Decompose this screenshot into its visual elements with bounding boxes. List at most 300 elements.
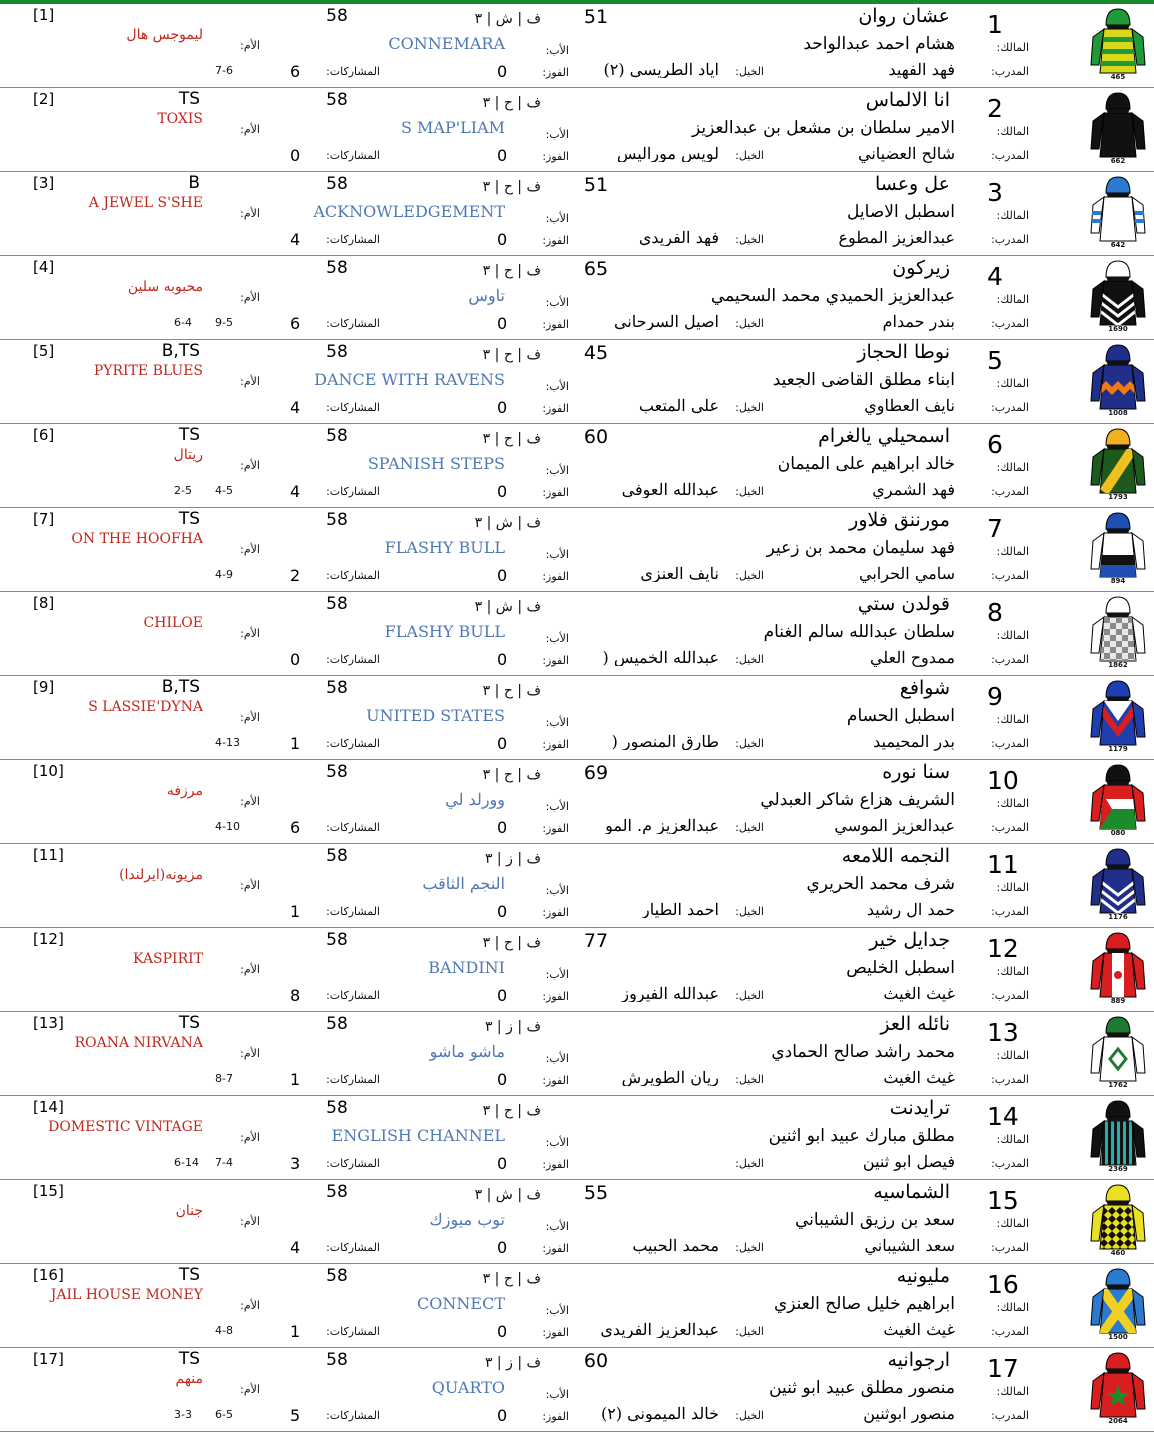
starts-count: 1 [290, 1322, 301, 1341]
recent-form-2: 6-4 [174, 316, 192, 329]
owner-label: المالك: [996, 125, 1029, 138]
equipment: TS [178, 1349, 200, 1369]
owner-label: المالك: [996, 629, 1029, 642]
sire-label: الأب: [545, 884, 569, 897]
trainer-name: شالح العضياني [858, 144, 955, 163]
wins-count: 0 [497, 482, 508, 501]
sire-label: الأب: [545, 464, 569, 477]
rating: 60 [583, 426, 609, 448]
wins-count: 0 [497, 734, 508, 753]
wins-label: الفوز: [542, 1074, 569, 1087]
starts-count: 5 [290, 1406, 301, 1425]
recent-form-1: 8-7 [215, 1072, 233, 1085]
starts-label: المشاركات: [326, 1409, 380, 1422]
weight: 58 [326, 930, 348, 950]
wins-count: 0 [497, 146, 508, 165]
jockey-silks-icon [1088, 763, 1148, 837]
owner-name: اسطبل الخليص [846, 958, 955, 978]
weight: 58 [326, 1350, 348, 1370]
horse-row-5 [0, 340, 1154, 424]
wins-label: الفوز: [542, 738, 569, 751]
horse-description: ف | ح | ٣ [482, 431, 541, 447]
silk-number: 460 [1110, 1249, 1126, 1257]
jockey-name: نايف العنزي [640, 566, 719, 582]
sire-name: CONNEMARA [388, 34, 505, 53]
weight: 58 [326, 1014, 348, 1034]
owner-label: المالك: [996, 41, 1029, 54]
horse-row-10 [0, 760, 1154, 844]
saddle-number: 2 [987, 94, 1003, 123]
rating: 51 [583, 174, 609, 196]
owner-label: المالك: [996, 293, 1029, 306]
jockey-label: الخيل: [735, 1409, 764, 1422]
trainer-name: منصور ابوثنين [863, 1404, 955, 1423]
sire-name: BANDINI [428, 958, 505, 977]
horse-row-3 [0, 172, 1154, 256]
horse-description: ف | ز | ٣ [484, 1019, 541, 1035]
silk-number: 1500 [1108, 1333, 1128, 1341]
horse-row-1 [0, 4, 1154, 88]
saddle-number: 10 [987, 766, 1019, 795]
equipment: TS [178, 509, 200, 529]
jockey-name: فهد الفريدي [638, 230, 719, 246]
dam-name: مزيونه(ايرلندا) [119, 867, 203, 883]
wins-label: الفوز: [542, 150, 569, 163]
jockey-name: عبدالله الخميس ( [602, 650, 719, 666]
sire-label: الأب: [545, 128, 569, 141]
bracket-number: [8] [33, 594, 55, 612]
dam-label: الأم: [240, 375, 260, 388]
horse-description: ف | ز | ٣ [484, 851, 541, 867]
starts-label: المشاركات: [326, 401, 380, 414]
owner-name: هشام احمد عبدالواحد [803, 34, 955, 54]
trainer-label: المدرب: [991, 1325, 1029, 1338]
trainer-label: المدرب: [991, 1409, 1029, 1422]
saddle-number: 4 [987, 262, 1003, 291]
trainer-name: سامي الحرابي [859, 564, 955, 583]
silk-number: 1762 [1108, 1081, 1128, 1089]
wins-label: الفوز: [542, 990, 569, 1003]
horse-row-15 [0, 1180, 1154, 1264]
saddle-number: 16 [987, 1270, 1019, 1299]
equipment: TS [178, 89, 200, 109]
weight: 58 [326, 342, 348, 362]
sire-name: ACKNOWLEDGEMENT [313, 202, 505, 221]
horse-name: النجمه اللامعه [841, 845, 950, 867]
dam-label: الأم: [240, 963, 260, 976]
jockey-silks-icon [1088, 1267, 1148, 1341]
silk-number: 2369 [1108, 1165, 1128, 1173]
horse-name: اسمحيلي يالغرام [818, 425, 950, 447]
starts-count: 4 [290, 398, 301, 417]
horse-description: ف | ح | ٣ [482, 1271, 541, 1287]
owner-label: المالك: [996, 1133, 1029, 1146]
wins-count: 0 [497, 314, 508, 333]
equipment: TS [178, 1265, 200, 1285]
trainer-name: عبدالعزيز المطوع [838, 228, 955, 247]
bracket-number: [4] [33, 258, 55, 276]
sire-name: توب ميوزك [429, 1210, 505, 1229]
trainer-name: حمد ال رشيد [866, 900, 955, 919]
horse-row-7 [0, 508, 1154, 592]
wins-count: 0 [497, 818, 508, 837]
horse-row-6 [0, 424, 1154, 508]
jockey-label: الخيل: [735, 233, 764, 246]
jockey-label: الخيل: [735, 149, 764, 162]
wins-label: الفوز: [542, 486, 569, 499]
wins-label: الفوز: [542, 1326, 569, 1339]
starts-count: 0 [290, 650, 301, 669]
jockey-silks-icon [1088, 7, 1148, 81]
jockey-silks-icon [1088, 847, 1148, 921]
horse-name: عل وعسا [874, 173, 950, 195]
starts-label: المشاركات: [326, 149, 380, 162]
horse-description: ف | ح | ٣ [482, 935, 541, 951]
horse-name: شوافع [899, 677, 950, 699]
dam-label: الأم: [240, 711, 260, 724]
weight: 58 [326, 846, 348, 866]
jockey-silks-icon [1088, 343, 1148, 417]
sire-label: الأب: [545, 296, 569, 309]
horse-name: سنا نوره [882, 761, 950, 783]
wins-label: الفوز: [542, 822, 569, 835]
dam-label: الأم: [240, 459, 260, 472]
trainer-name: فهد الفهيد [888, 60, 955, 79]
dam-name: جنان [175, 1203, 203, 1219]
horse-name: ارجوانيه [887, 1349, 950, 1371]
saddle-number: 14 [987, 1102, 1019, 1131]
owner-name: الامير سلطان بن مشعل بن عبدالعزيز [691, 118, 955, 138]
sire-name: CONNECT [417, 1294, 505, 1313]
trainer-label: المدرب: [991, 233, 1029, 246]
starts-count: 4 [290, 230, 301, 249]
horse-row-13 [0, 1012, 1154, 1096]
rating: 77 [583, 930, 609, 952]
trainer-name: سعد الشيباني [864, 1236, 955, 1255]
wins-label: الفوز: [542, 1242, 569, 1255]
recent-form-1: 4-10 [215, 820, 240, 833]
silk-number: 894 [1110, 577, 1126, 585]
dam-name: ON THE HOOFHA [71, 531, 203, 547]
owner-label: المالك: [996, 1385, 1029, 1398]
owner-name: سلطان عبدالله سالم الغنام [763, 622, 955, 642]
sire-label: الأب: [545, 212, 569, 225]
starts-count: 4 [290, 1238, 301, 1257]
trainer-label: المدرب: [991, 149, 1029, 162]
horse-row-11 [0, 844, 1154, 928]
weight: 58 [326, 6, 348, 26]
silk-number: 1793 [1108, 493, 1128, 501]
jockey-label: الخيل: [735, 905, 764, 918]
jockey-label: الخيل: [735, 1157, 764, 1170]
saddle-number: 6 [987, 430, 1003, 459]
owner-label: المالك: [996, 713, 1029, 726]
wins-count: 0 [497, 650, 508, 669]
trainer-label: المدرب: [991, 653, 1029, 666]
wins-count: 0 [497, 398, 508, 417]
owner-name: محمد راشد صالح الحمادي [771, 1042, 955, 1062]
starts-label: المشاركات: [326, 1325, 380, 1338]
weight: 58 [326, 594, 348, 614]
horse-row-4 [0, 256, 1154, 340]
recent-form-1: 7-6 [215, 64, 233, 77]
weight: 58 [326, 1098, 348, 1118]
starts-count: 6 [290, 818, 301, 837]
starts-label: المشاركات: [326, 653, 380, 666]
sire-name: SPANISH STEPS [367, 454, 505, 473]
jockey-name: احمد الطيار [642, 902, 719, 918]
sire-label: الأب: [545, 1304, 569, 1317]
sire-label: الأب: [545, 716, 569, 729]
bracket-number: [13] [33, 1014, 64, 1032]
sire-label: الأب: [545, 44, 569, 57]
starts-label: المشاركات: [326, 569, 380, 582]
trainer-label: المدرب: [991, 317, 1029, 330]
silk-number: 1690 [1108, 325, 1128, 333]
owner-name: عبدالعزيز الحميدي محمد السحيمي [710, 286, 955, 306]
starts-label: المشاركات: [326, 905, 380, 918]
starts-count: 8 [290, 986, 301, 1005]
silk-number: 1179 [1108, 745, 1128, 753]
silk-number: 889 [1110, 997, 1126, 1005]
bracket-number: [17] [33, 1350, 64, 1368]
owner-name: سعد بن رزيق الشيباني [795, 1210, 955, 1230]
trainer-name: فيصل ابو ثنين [862, 1152, 955, 1171]
saddle-number: 17 [987, 1354, 1019, 1383]
horse-description: ف | ش | ٣ [474, 599, 541, 615]
jockey-name: عبدالعزيز الفريدي [600, 1322, 719, 1338]
dam-name: A JEWEL S'SHE [88, 195, 203, 211]
starts-count: 6 [290, 62, 301, 81]
wins-count: 0 [497, 1322, 508, 1341]
wins-label: الفوز: [542, 402, 569, 415]
sire-name: تاوس [468, 286, 505, 305]
wins-label: الفوز: [542, 234, 569, 247]
sire-name: ماشو ماشو [429, 1042, 505, 1061]
trainer-label: المدرب: [991, 1157, 1029, 1170]
saddle-number: 3 [987, 178, 1003, 207]
silk-number: 642 [1110, 241, 1126, 249]
bracket-number: [16] [33, 1266, 64, 1284]
dam-name: DOMESTIC VINTAGE [48, 1119, 203, 1135]
owner-name: ابناء مطلق القاضى الجعيد [772, 370, 955, 390]
recent-form-1: 4-8 [215, 1324, 233, 1337]
jockey-name: لويس موراليس [616, 146, 719, 162]
starts-label: المشاركات: [326, 65, 380, 78]
horse-name: انا الالماس [865, 89, 950, 111]
dam-label: الأم: [240, 291, 260, 304]
sire-label: الأب: [545, 632, 569, 645]
dam-name: S LASSIE'DYNA [88, 699, 203, 715]
wins-label: الفوز: [542, 570, 569, 583]
silk-number: 2064 [1108, 1417, 1128, 1425]
dam-name: PYRITE BLUES [93, 363, 203, 379]
jockey-label: الخيل: [735, 653, 764, 666]
horse-row-12 [0, 928, 1154, 1012]
rating: 45 [583, 342, 609, 364]
owner-label: المالك: [996, 965, 1029, 978]
trainer-label: المدرب: [991, 989, 1029, 1002]
jockey-name: اصيل السرحاني [613, 314, 719, 330]
bracket-number: [9] [33, 678, 55, 696]
trainer-label: المدرب: [991, 905, 1029, 918]
sire-label: الأب: [545, 1136, 569, 1149]
jockey-silks-icon [1088, 931, 1148, 1005]
rating: 51 [583, 6, 609, 28]
trainer-name: بندر حمدام [882, 312, 955, 331]
rating: 69 [583, 762, 609, 784]
saddle-number: 7 [987, 514, 1003, 543]
starts-count: 1 [290, 734, 301, 753]
trainer-name: ممدوح العلي [869, 648, 955, 667]
horse-description: ف | ح | ٣ [482, 1103, 541, 1119]
jockey-silks-icon [1088, 1015, 1148, 1089]
recent-form-1: 9-5 [215, 316, 233, 329]
owner-label: المالك: [996, 1049, 1029, 1062]
owner-label: المالك: [996, 797, 1029, 810]
saddle-number: 8 [987, 598, 1003, 627]
bracket-number: [3] [33, 174, 55, 192]
wins-count: 0 [497, 1070, 508, 1089]
dam-name: محبوبه سلين [127, 279, 203, 295]
dam-label: الأم: [240, 1131, 260, 1144]
trainer-label: المدرب: [991, 821, 1029, 834]
sire-name: FLASHY BULL [384, 538, 505, 557]
bracket-number: [5] [33, 342, 55, 360]
horse-name: قولدن ستي [857, 593, 950, 615]
jockey-silks-icon [1088, 1183, 1148, 1257]
jockey-name: خالد الميموني (٢) [601, 1406, 719, 1422]
owner-label: المالك: [996, 461, 1029, 474]
equipment: B,TS [161, 677, 200, 697]
owner-name: الشريف هزاع شاكر العبدلي [760, 790, 955, 810]
jockey-label: الخيل: [735, 1241, 764, 1254]
trainer-name: غيث الغيث [883, 1068, 955, 1087]
owner-label: المالك: [996, 377, 1029, 390]
horse-row-17 [0, 1348, 1154, 1432]
dam-label: الأم: [240, 1383, 260, 1396]
horse-row-9 [0, 676, 1154, 760]
horse-description: ف | ح | ٣ [482, 767, 541, 783]
wins-count: 0 [497, 986, 508, 1005]
sire-name: QUARTO [431, 1378, 505, 1397]
horse-description: ف | ح | ٣ [482, 683, 541, 699]
trainer-label: المدرب: [991, 1073, 1029, 1086]
horse-name: عشان روان [858, 5, 950, 27]
jockey-silks-icon [1088, 259, 1148, 333]
bracket-number: [7] [33, 510, 55, 528]
owner-name: اسطبل الاصايل [847, 202, 955, 222]
equipment: TS [178, 1013, 200, 1033]
jockey-silks-icon [1088, 175, 1148, 249]
wins-count: 0 [497, 566, 508, 585]
recent-form-2: 2-5 [174, 484, 192, 497]
trainer-name: فهد الشمري [872, 480, 955, 499]
sire-label: الأب: [545, 1220, 569, 1233]
rating: 55 [583, 1182, 609, 1204]
horse-description: ف | ح | ٣ [482, 347, 541, 363]
starts-label: المشاركات: [326, 1073, 380, 1086]
dam-name: ROANA NIRVANA [74, 1035, 203, 1051]
silk-number: 1176 [1108, 913, 1128, 921]
starts-label: المشاركات: [326, 821, 380, 834]
sire-name: FLASHY BULL [384, 622, 505, 641]
jockey-label: الخيل: [735, 989, 764, 1002]
jockey-label: الخيل: [735, 485, 764, 498]
starts-count: 1 [290, 902, 301, 921]
dam-label: الأم: [240, 39, 260, 52]
dam-label: الأم: [240, 1215, 260, 1228]
owner-label: المالك: [996, 1217, 1029, 1230]
jockey-label: الخيل: [735, 317, 764, 330]
sire-name: وورلد لي [445, 790, 505, 809]
sire-name: ENGLISH CHANNEL [331, 1126, 505, 1145]
wins-label: الفوز: [542, 1158, 569, 1171]
wins-label: الفوز: [542, 66, 569, 79]
recent-form-1: 4-5 [215, 484, 233, 497]
dam-name: TOXIS [157, 111, 203, 127]
weight: 58 [326, 258, 348, 278]
weight: 58 [326, 510, 348, 530]
saddle-number: 13 [987, 1018, 1019, 1047]
horse-description: ف | ح | ٣ [482, 95, 541, 111]
dam-label: الأم: [240, 207, 260, 220]
owner-name: ابراهيم خليل صالح العنزي [773, 1294, 955, 1314]
jockey-name: اياد الطريسي (٢) [603, 62, 719, 78]
dam-name: CHILOE [143, 615, 203, 631]
recent-form-1: 6-5 [215, 1408, 233, 1421]
jockey-silks-icon [1088, 1351, 1148, 1425]
trainer-label: المدرب: [991, 737, 1029, 750]
owner-name: شرف محمد الحريري [806, 874, 955, 894]
bracket-number: [11] [33, 846, 64, 864]
dam-label: الأم: [240, 543, 260, 556]
bracket-number: [10] [33, 762, 64, 780]
jockey-name: عبدالله العوفي [621, 482, 719, 498]
rating: 60 [583, 1350, 609, 1372]
recent-form-1: 4-13 [215, 736, 240, 749]
starts-count: 6 [290, 314, 301, 333]
starts-label: المشاركات: [326, 233, 380, 246]
saddle-number: 15 [987, 1186, 1019, 1215]
wins-count: 0 [497, 1238, 508, 1257]
saddle-number: 9 [987, 682, 1003, 711]
horse-description: ف | ز | ٣ [484, 1355, 541, 1371]
sire-name: S MAP'LIAM [400, 118, 505, 137]
dam-label: الأم: [240, 123, 260, 136]
trainer-label: المدرب: [991, 485, 1029, 498]
owner-label: المالك: [996, 545, 1029, 558]
owner-name: اسطبل الحسام [846, 706, 955, 726]
owner-name: فهد سليمان محمد بن زعير [766, 538, 955, 558]
trainer-name: نايف العطاوي [864, 396, 955, 415]
starts-count: 3 [290, 1154, 301, 1173]
dam-name: ليموجس هال [126, 27, 203, 43]
jockey-label: الخيل: [735, 737, 764, 750]
jockey-name: طارق المنصور ( [611, 734, 719, 750]
sire-name: النجم الثاقب [422, 874, 505, 893]
starts-label: المشاركات: [326, 1241, 380, 1254]
saddle-number: 5 [987, 346, 1003, 375]
horse-row-16 [0, 1264, 1154, 1348]
jockey-silks-icon [1088, 427, 1148, 501]
sire-label: الأب: [545, 548, 569, 561]
dam-label: الأم: [240, 1047, 260, 1060]
dam-name: KASPIRIT [133, 951, 203, 967]
trainer-name: عبدالعزيز الموسي [834, 816, 955, 835]
owner-label: المالك: [996, 881, 1029, 894]
equipment: B [188, 173, 200, 193]
